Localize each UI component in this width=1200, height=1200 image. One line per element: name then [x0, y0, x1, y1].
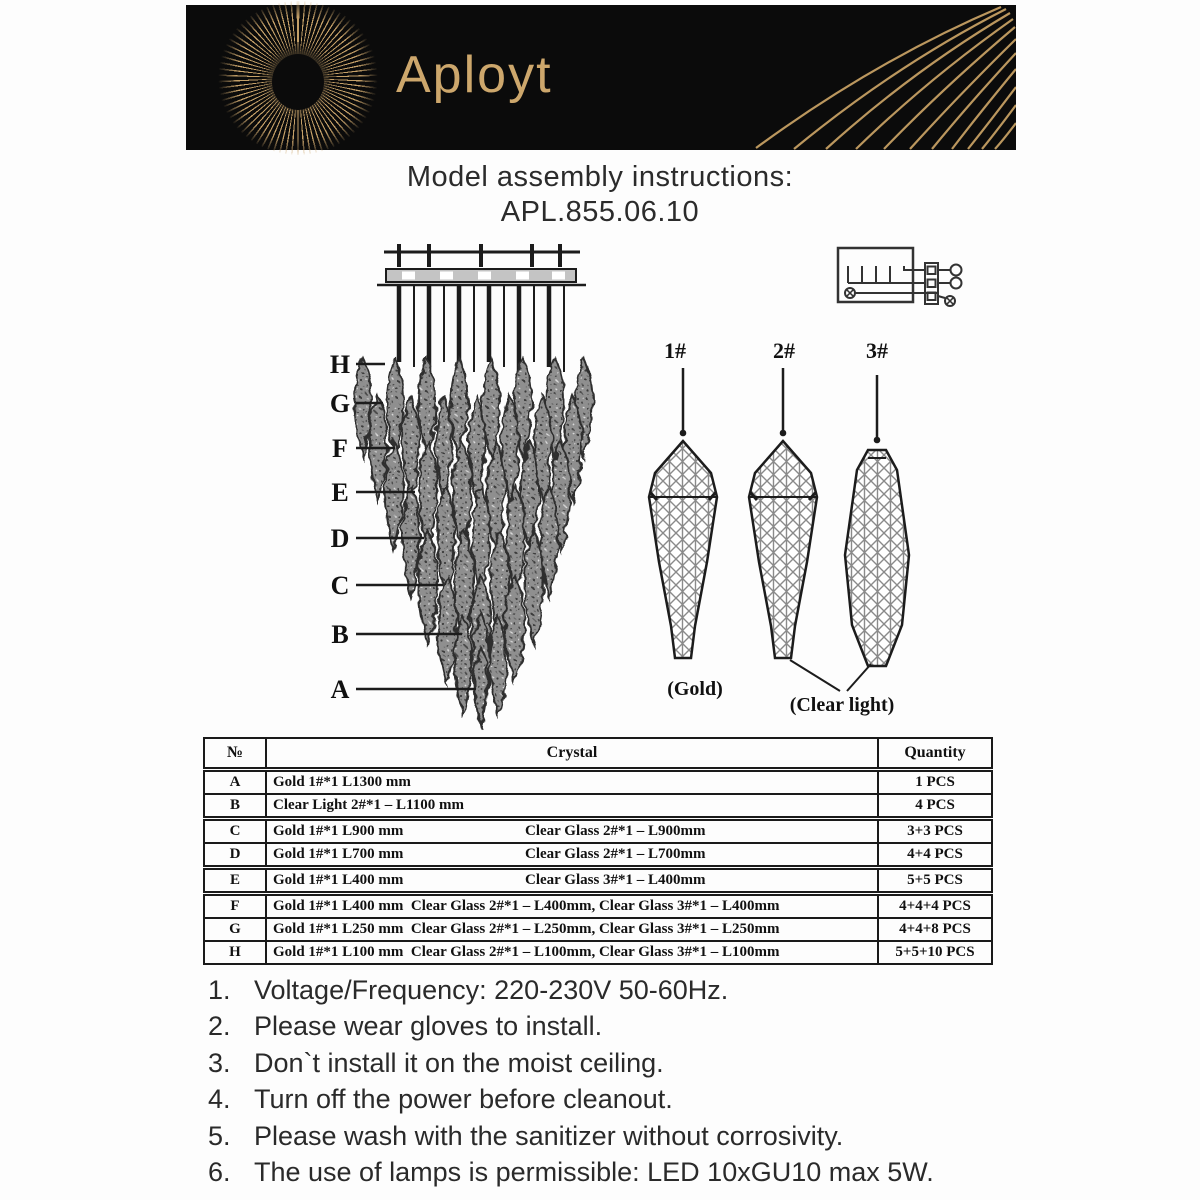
table-row: [204, 843, 992, 868]
header-quantity: Quantity: [878, 738, 992, 770]
row-qty: 4+4 PCS: [878, 843, 992, 868]
instruction-number: 3.: [208, 1047, 231, 1078]
chandelier-label-E: E: [331, 478, 349, 507]
row-crystal: [266, 794, 878, 819]
row-qty: 1 PCS: [878, 770, 992, 795]
instruction-item: [208, 1155, 1048, 1192]
instructions-list: [208, 972, 1048, 1191]
instruction-text: Please wash with the sanitizer without corrosivity.: [254, 1120, 844, 1151]
row-crystal: [266, 770, 878, 795]
crystal-text: Clear Light 2#*1 – L1100 mm: [273, 797, 464, 813]
table-row: [204, 941, 992, 964]
instruction-text: The use of lamps is permissible: LED 10xGU10 max 5W.: [254, 1157, 934, 1188]
instruction-item: [208, 972, 1048, 1009]
table-row: [204, 868, 992, 894]
chandelier-label-D: D: [330, 524, 350, 553]
row-no: B: [204, 794, 266, 819]
pendant-2-clear: [749, 368, 817, 658]
row-crystal: [266, 868, 878, 894]
model-code: APL.855.06.10: [500, 196, 700, 228]
crystal-text: Gold 1#*1 L100 mm Clear Glass 2#*1 – L100mm, Clear Glass 3#*1 – L100mm: [273, 944, 780, 960]
row-qty: 4 PCS: [878, 794, 992, 819]
table-row: [204, 819, 992, 844]
table-row: [204, 770, 992, 795]
pendant-1-gold: [649, 368, 717, 658]
row-crystal: [266, 918, 878, 941]
starburst-core: [272, 54, 324, 110]
table-header-row: [204, 738, 992, 770]
crystal-text: Gold 1#*1 L1300 mm: [273, 774, 411, 790]
table-row: [204, 794, 992, 819]
crystal-text: Gold 1#*1 L700 mm: [273, 846, 404, 862]
caption-clear-light: (Clear light): [789, 694, 895, 716]
chandelier-crystal-cascade: [355, 358, 593, 728]
instruction-number: 1.: [208, 974, 231, 1005]
row-crystal: [266, 894, 878, 919]
row-no: H: [204, 941, 266, 964]
brand-banner: [186, 5, 1016, 150]
wiring-diagram: [838, 248, 962, 306]
row-no: F: [204, 894, 266, 919]
row-no: G: [204, 918, 266, 941]
row-qty: 5+5 PCS: [878, 868, 992, 894]
row-crystal: [266, 843, 878, 868]
crystal-text-2: Clear Glass 2#*1 – L900mm: [525, 823, 706, 839]
instruction-text: Voltage/Frequency: 220-230V 50-60Hz.: [254, 974, 729, 1005]
row-qty: 4+4+8 PCS: [878, 918, 992, 941]
crystal-text-2: Clear Glass 3#*1 – L400mm: [525, 872, 706, 888]
assembly-diagram: [180, 235, 1020, 735]
instruction-number: 4.: [208, 1084, 231, 1115]
instruction-text: Don`t install it on the moist ceiling.: [254, 1047, 664, 1078]
pendant-label-2: 2#: [773, 338, 795, 363]
row-crystal: [266, 819, 878, 844]
row-no: A: [204, 770, 266, 795]
instruction-item: [208, 1009, 1048, 1046]
chandelier-label-H: H: [329, 350, 351, 379]
brand-name: Aployt: [396, 46, 553, 104]
instruction-item: [208, 1045, 1048, 1082]
banner-rays-decoration: [716, 5, 1016, 150]
crystal-text: Gold 1#*1 L400 mm Clear Glass 2#*1 – L400mm, Clear Glass 3#*1 – L400mm: [273, 898, 780, 914]
crystal-parts-table: [203, 737, 993, 965]
instruction-number: 6.: [208, 1157, 231, 1188]
chandelier-label-B: B: [331, 620, 349, 649]
pendant-3-clear: [845, 375, 909, 666]
pendant-drawings: [649, 338, 909, 716]
table-row: [204, 918, 992, 941]
row-crystal: [266, 941, 878, 964]
row-no: C: [204, 819, 266, 844]
chandelier-label-C: C: [330, 571, 350, 600]
row-qty: 5+5+10 PCS: [878, 941, 992, 964]
table-row: [204, 894, 992, 919]
instruction-text: Turn off the power before cleanout.: [254, 1084, 673, 1115]
pendant-label-3: 3#: [866, 338, 888, 363]
crystal-text: Gold 1#*1 L900 mm: [273, 823, 404, 839]
chandelier-label-A: A: [330, 675, 350, 704]
header-no: №: [204, 738, 266, 770]
chandelier-label-G: G: [329, 389, 351, 418]
instruction-text: Please wear gloves to install.: [254, 1011, 603, 1042]
instruction-item: [208, 1082, 1048, 1119]
pendant-label-1: 1#: [664, 338, 686, 363]
row-no: E: [204, 868, 266, 894]
instruction-item: [208, 1118, 1048, 1155]
crystal-text-2: Clear Glass 2#*1 – L700mm: [525, 846, 706, 862]
instruction-number: 2.: [208, 1011, 231, 1042]
chandelier-label-F: F: [332, 434, 348, 463]
row-no: D: [204, 843, 266, 868]
crystal-text: Gold 1#*1 L400 mm: [273, 872, 404, 888]
page-title: Model assembly instructions:: [406, 161, 794, 193]
crystal-text: Gold 1#*1 L250 mm Clear Glass 2#*1 – L250mm, Clear Glass 3#*1 – L250mm: [273, 921, 780, 937]
header-crystal: Crystal: [266, 738, 878, 770]
row-qty: 4+4+4 PCS: [878, 894, 992, 919]
chandelier-mount: [377, 244, 586, 372]
caption-gold: (Gold): [667, 678, 723, 700]
instruction-number: 5.: [208, 1120, 231, 1151]
row-qty: 3+3 PCS: [878, 819, 992, 844]
